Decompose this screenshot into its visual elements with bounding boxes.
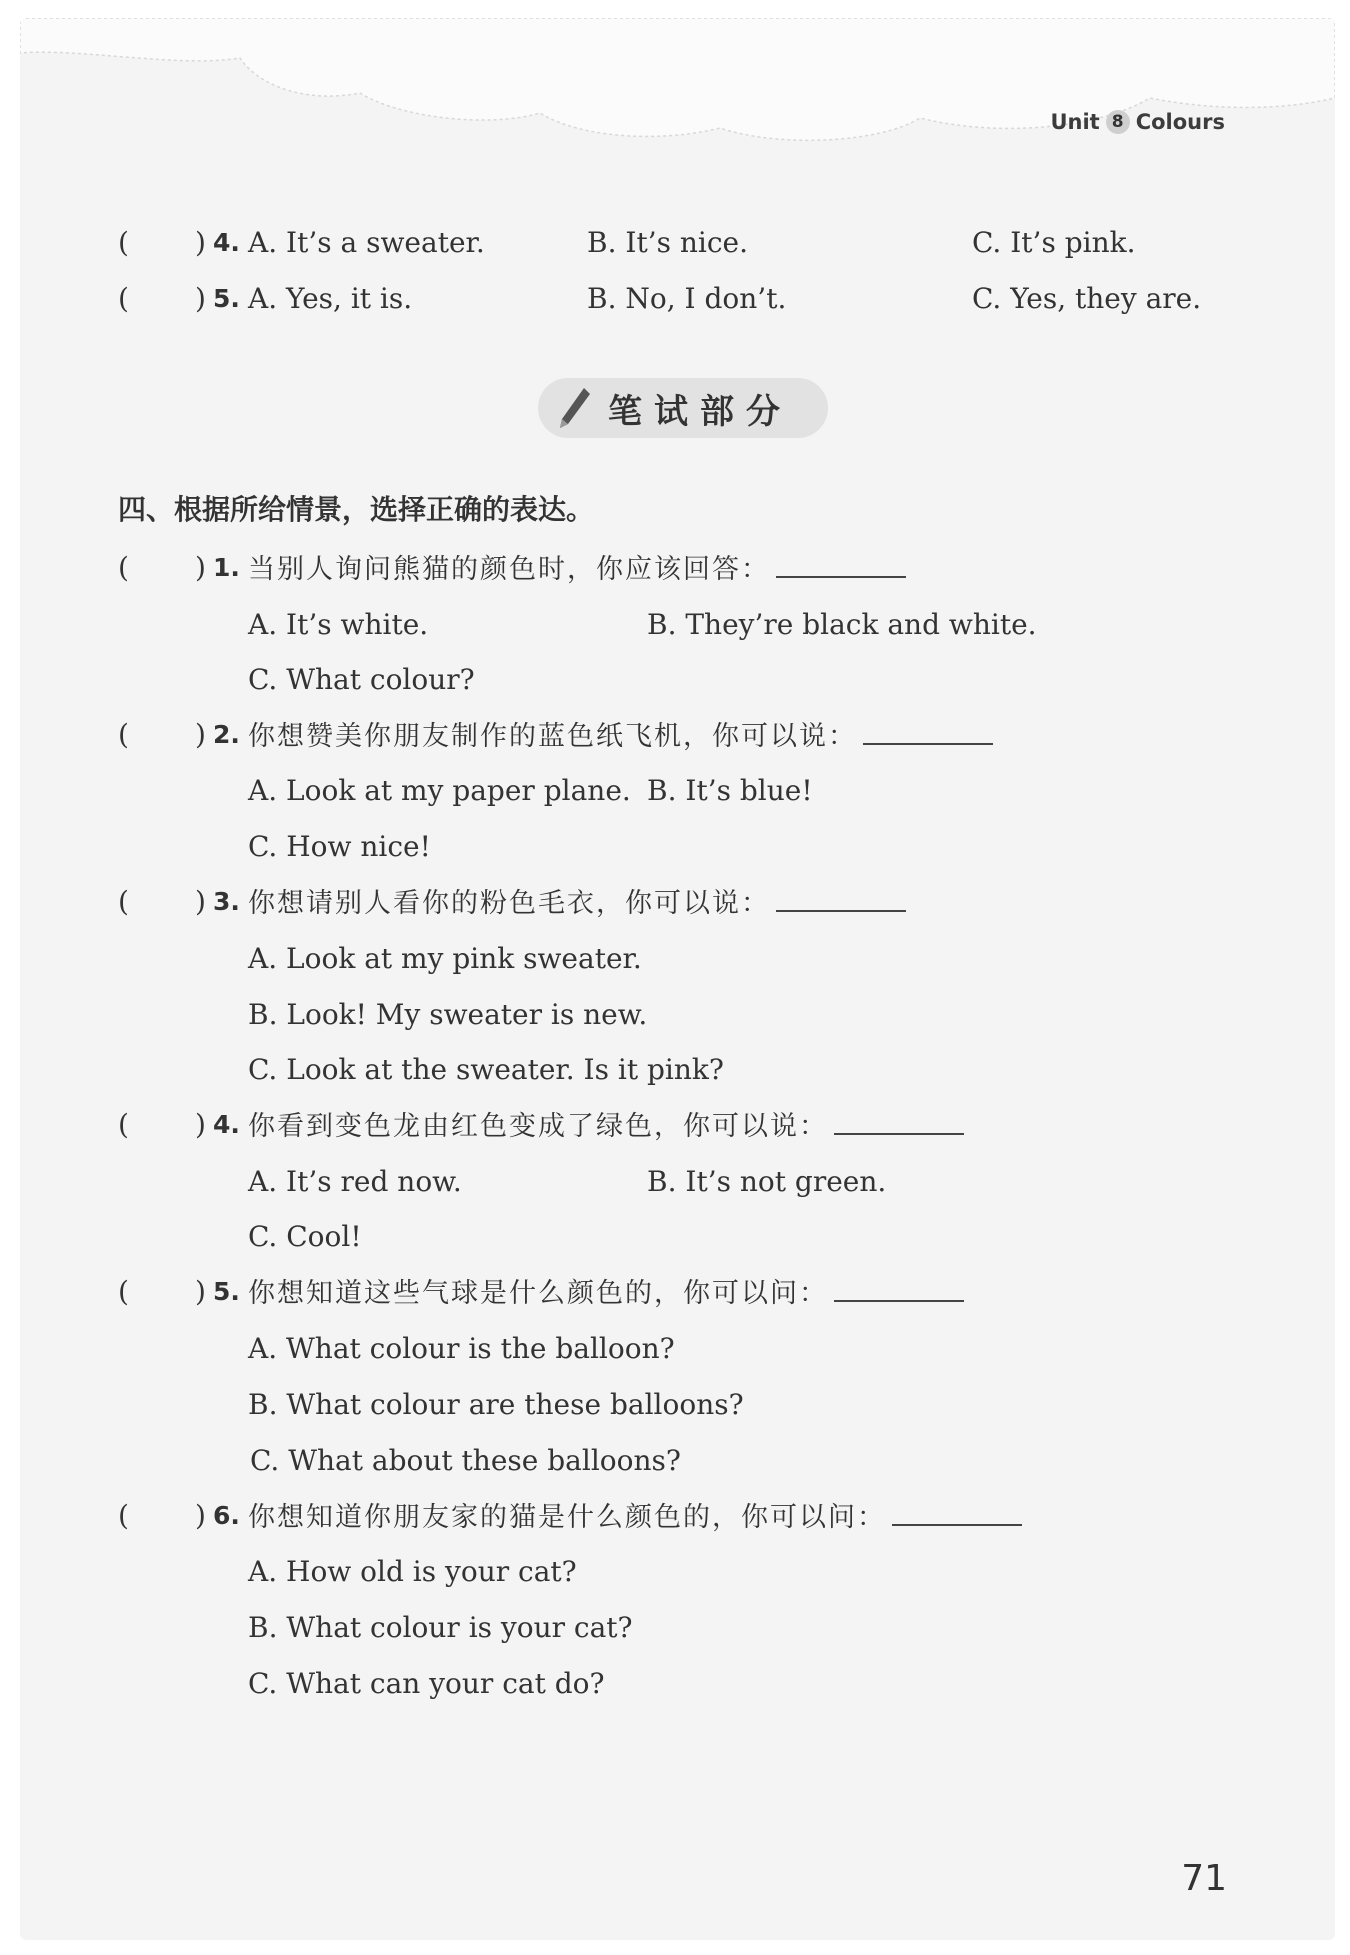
answer-paren-open: ( [118,718,129,751]
answer-blank [776,882,906,912]
option-b: B. Look! My sweater is new. [248,998,648,1031]
answer-paren-close: ) [195,551,206,584]
listening-question-4 [20,223,1335,263]
options-row [20,1608,1335,1648]
question-number: 3. [213,887,240,916]
question-text: 你看到变色龙由红色变成了绿色，你可以说： [248,1105,964,1147]
option-b: B. They’re black and white. [647,608,1037,641]
question-text: 当别人询问熊猫的颜色时，你应该回答： [248,548,906,590]
options-row [20,1664,1335,1704]
answer-blank [834,1272,964,1302]
answer-paren-close: ) [195,1275,206,1308]
option-c: C. What colour? [248,663,475,696]
answer-blank [776,548,906,578]
options-row [20,827,1335,867]
workbook-page [20,18,1335,1940]
option-c: C. What can your cat do? [248,1667,605,1700]
answer-paren-close: ) [195,1499,206,1532]
question-text: 你想请别人看你的粉色毛衣，你可以说： [248,882,906,924]
answer-paren-close: ) [195,1108,206,1141]
option-a: A. It’s red now. [248,1165,462,1198]
option-a: A. How old is your cat? [248,1555,577,1588]
options-row [20,605,1335,645]
options-row [20,1162,1335,1202]
question-number: 1. [213,553,240,582]
cloud-decoration [20,18,1335,158]
answer-paren-open: ( [118,1108,129,1141]
page-number: 71 [1181,1858,1227,1899]
option-a: A. Yes, it is. [248,282,413,315]
unit-label: Unit [1050,110,1100,134]
question-4 [20,1105,1335,1145]
question-3 [20,882,1335,922]
option-b: B. It’s nice. [587,226,748,259]
unit-header [1050,110,1225,134]
answer-blank [834,1105,964,1135]
option-c: C. How nice! [248,830,431,863]
option-b: B. What colour are these balloons? [248,1388,744,1421]
unit-number-badge: 8 [1106,110,1130,134]
options-row [20,1385,1335,1425]
option-c: C. Look at the sweater. Is it pink? [248,1053,724,1086]
options-row [20,1217,1335,1257]
option-a: A. Look at my pink sweater. [248,942,642,975]
answer-paren-open: ( [118,885,129,918]
question-2 [20,715,1335,755]
part-heading: 四、根据所给情景，选择正确的表达。 [118,493,595,526]
option-b: B. No, I don’t. [587,282,787,315]
question-text: 你想知道你朋友家的猫是什么颜色的，你可以问： [248,1496,1022,1538]
question-5 [20,1272,1335,1312]
option-c: C. Yes, they are. [972,282,1202,315]
section-title: 笔试部分 [608,392,792,432]
pencil-icon [556,386,592,430]
option-a: A. Look at my paper plane. [248,774,631,807]
answer-paren-close: ) [195,282,206,315]
answer-blank [892,1496,1022,1526]
answer-paren-close: ) [195,718,206,751]
options-row [20,660,1335,700]
options-row [20,995,1335,1035]
question-number: 4. [213,228,240,257]
options-row [20,1441,1335,1481]
answer-paren-open: ( [118,226,129,259]
option-b: B. What colour is your cat? [248,1611,633,1644]
option-c: C. It’s pink. [972,226,1136,259]
answer-paren-open: ( [118,282,129,315]
question-number: 4. [213,1110,240,1139]
option-b: B. It’s not green. [647,1165,887,1198]
section-banner [538,378,828,438]
question-number: 5. [213,284,240,313]
option-a: A. It’s a sweater. [248,226,485,259]
listening-question-5 [20,279,1335,319]
options-row [20,771,1335,811]
option-a: A. What colour is the balloon? [248,1332,675,1365]
option-c: C. What about these balloons? [250,1444,681,1477]
answer-blank [863,715,993,745]
options-row [20,939,1335,979]
question-1 [20,548,1335,588]
question-text: 你想赞美你朋友制作的蓝色纸飞机，你可以说： [248,715,993,757]
options-row [20,1329,1335,1369]
options-row [20,1050,1335,1090]
answer-paren-close: ) [195,885,206,918]
option-a: A. It’s white. [248,608,429,641]
answer-paren-open: ( [118,551,129,584]
answer-paren-open: ( [118,1275,129,1308]
options-row [20,1552,1335,1592]
question-text: 你想知道这些气球是什么颜色的，你可以问： [248,1272,964,1314]
question-number: 6. [213,1501,240,1530]
option-b: B. It’s blue! [647,774,813,807]
option-c: C. Cool! [248,1220,362,1253]
answer-paren-close: ) [195,226,206,259]
question-number: 2. [213,720,240,749]
unit-title: Colours [1135,110,1225,134]
answer-paren-open: ( [118,1499,129,1532]
question-6 [20,1496,1335,1536]
question-number: 5. [213,1277,240,1306]
